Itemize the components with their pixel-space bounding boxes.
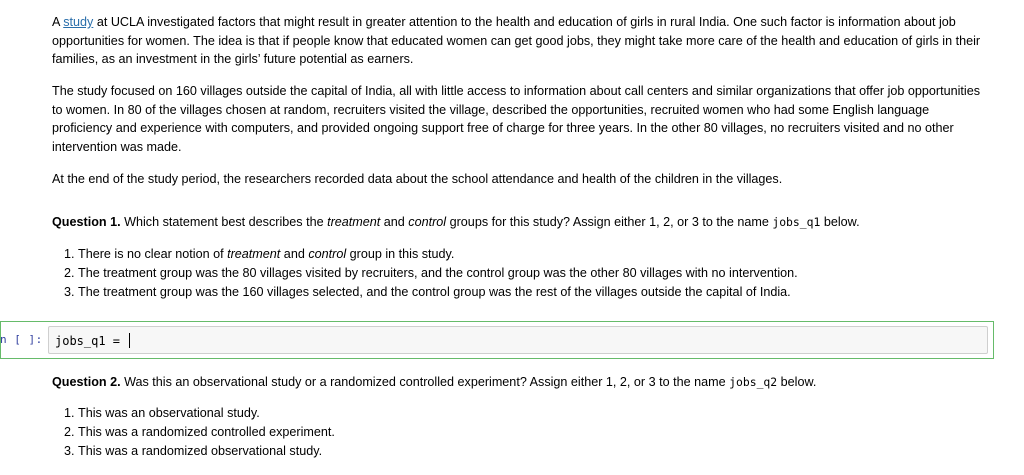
question-text: below. <box>820 215 860 229</box>
list-number: 3. <box>64 444 75 458</box>
list-item <box>52 442 992 461</box>
cell-prompt: n [ ]: <box>0 333 43 346</box>
option-text: The treatment group was the 160 villages selected, and the control group was the rest of the villages outside the capital of India. <box>78 285 791 299</box>
text-cursor <box>129 333 130 348</box>
question-text: Was this an observational study or a randomized controlled experiment? Assign either 1, 2, or 3 to the name <box>120 375 730 389</box>
question-1-options <box>52 245 992 302</box>
question-1-prompt <box>52 213 992 232</box>
code-input[interactable] <box>48 326 988 354</box>
question-2-prompt <box>52 373 992 392</box>
option-emphasis: treatment <box>227 247 281 261</box>
option-text: and <box>280 247 309 261</box>
option-text: group in this study. <box>346 247 455 261</box>
option-text: This was a randomized observational study. <box>78 444 323 458</box>
list-item <box>52 423 992 442</box>
intro-text: at UCLA investigated factors that might result in greater attention to the health and education of girls in rural India. One such factor is information about job opportunities for women. The idea is that if people know that educated women can get good jobs, they might take more care of the health and education of girls in their families, as an investment in the girls’ future potential as earners. <box>52 15 981 67</box>
list-item <box>52 283 992 302</box>
code-content[interactable]: jobs_q1 = <box>55 334 128 348</box>
intro-paragraph-1 <box>52 13 992 69</box>
study-link[interactable]: study <box>63 15 94 29</box>
list-number: 1. <box>64 247 75 261</box>
list-number: 2. <box>64 266 75 280</box>
list-item <box>52 245 992 264</box>
question-emphasis: treatment <box>327 215 381 229</box>
question-text: Which statement best describes the <box>120 215 328 229</box>
list-number: 2. <box>64 425 75 439</box>
question-1-label: Question 1. <box>52 215 121 229</box>
question-emphasis: control <box>408 215 447 229</box>
question-text: and <box>380 215 409 229</box>
question-2-label: Question 2. <box>52 375 121 389</box>
question-text: groups for this study? Assign either 1, 2, or 3 to the name <box>446 215 773 229</box>
intro-text: A <box>52 15 64 29</box>
option-text: There is no clear notion of <box>78 247 228 261</box>
intro-paragraph-2: The study focused on 160 villages outside the capital of India, all with little access to information about call centers and similar organizations that offer job opportunities to women. In 80 of the villages chosen at random, recruiters visited the village, described the opportunities, recruited women who had some English language proficiency and experience with computers, and provided ongoing support free of charge for three years. In the other 80 villages, no recruiters visited and no other intervention was made. <box>52 84 981 154</box>
list-item <box>52 264 992 283</box>
variable-name: jobs_q1 <box>772 215 821 229</box>
list-number: 1. <box>64 406 75 420</box>
option-emphasis: control <box>308 247 347 261</box>
list-item <box>52 404 992 423</box>
option-text: The treatment group was the 80 villages visited by recruiters, and the control group was the other 80 villages with no intervention. <box>78 266 798 280</box>
code-text[interactable] <box>55 333 130 348</box>
question-2-options <box>52 404 992 461</box>
option-text: This was an observational study. <box>78 406 260 420</box>
intro-paragraph-3: At the end of the study period, the researchers recorded data about the school attendance and health of the children in the villages. <box>52 172 783 186</box>
list-number: 3. <box>64 285 75 299</box>
question-text: below. <box>777 375 817 389</box>
variable-name: jobs_q2 <box>729 375 778 389</box>
option-text: This was a randomized controlled experiment. <box>78 425 335 439</box>
